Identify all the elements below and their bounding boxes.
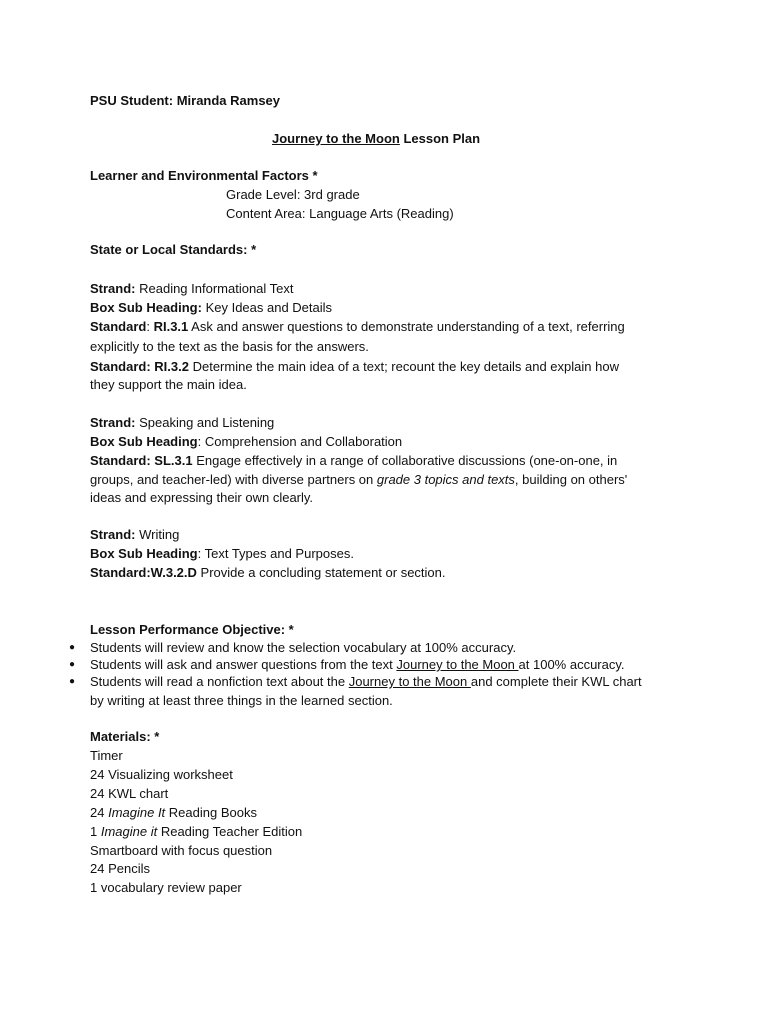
standard-ri31-text1: Ask and answer questions to demonstrate understanding of a text, referring <box>188 319 625 334</box>
material-item-timer: Timer <box>90 748 123 763</box>
objective-2-post: at 100% accuracy. <box>518 657 625 672</box>
content-area: Content Area: Language Arts (Reading) <box>226 206 454 221</box>
title-suffix: Lesson Plan <box>399 131 481 146</box>
material-te-italic: Imagine it <box>100 824 158 839</box>
bullet-dot: ● <box>69 676 76 687</box>
student-label: PSU Student: <box>90 93 174 108</box>
page-title <box>272 131 480 147</box>
objective-heading: Lesson Performance Objective: * <box>90 622 294 637</box>
material-books-italic: Imagine It <box>108 805 166 820</box>
objective-item-3 <box>90 674 642 690</box>
standard-ri31-line1 <box>90 319 625 335</box>
material-te-pre: 1 <box>90 824 101 839</box>
strand3-line <box>90 527 179 543</box>
objective-3-pre: Students will read a nonfiction text about the <box>90 674 349 689</box>
material-item-books <box>90 805 257 821</box>
strand2-box-line <box>90 434 402 450</box>
strand2-label: Strand: <box>90 415 136 430</box>
material-te-post: Reading Teacher Edition <box>157 824 303 839</box>
standard-ri31-code: RI.3.1 <box>153 319 189 334</box>
standard-sl31-line2 <box>90 472 627 488</box>
standard-ri32-code: RI.3.2 <box>154 359 189 374</box>
standard-w32d-label: Standard:W.3.2.D <box>90 565 197 580</box>
standard-sl31-code: SL.3.1 <box>154 453 193 468</box>
standard-ri32-line1 <box>90 359 619 375</box>
material-item-vocab-paper: 1 vocabulary review paper <box>90 880 242 895</box>
learner-heading: Learner and Environmental Factors * <box>90 168 318 183</box>
strand3-box-value: : Text Types and Purposes. <box>197 546 354 561</box>
strand3-value: Writing <box>135 527 180 542</box>
standards-heading: State or Local Standards: * <box>90 242 257 257</box>
material-books-post: Reading Books <box>165 805 257 820</box>
journey-link[interactable]: Journey to the Moon <box>396 657 519 672</box>
strand1-box-value: Key Ideas and Details <box>201 300 333 315</box>
strand1-line <box>90 281 294 297</box>
standard-ri31-label: Standard <box>90 319 147 334</box>
strand2-box-value: : Comprehension and Collaboration <box>197 434 403 449</box>
title-book-name: Journey to the Moon <box>272 131 400 146</box>
material-item-teacher-edition <box>90 824 302 840</box>
strand1-value: Reading Informational Text <box>135 281 294 296</box>
standard-sl31-label: Standard: <box>90 453 155 468</box>
standard-sl31-text2b: , building on others' <box>514 472 628 487</box>
student-line <box>90 93 280 109</box>
journey-link[interactable]: Journey to the Moon <box>348 674 471 689</box>
standard-sl31-text2-italic: grade 3 topics and texts <box>376 472 515 487</box>
material-item-smartboard: Smartboard with focus question <box>90 843 273 858</box>
objective-item-1: Students will review and know the selection vocabulary at 100% accuracy. <box>90 640 517 655</box>
bullet-dot: ● <box>69 642 76 653</box>
strand3-box-line <box>90 546 354 562</box>
material-item-worksheet: 24 Visualizing worksheet <box>90 767 233 782</box>
strand2-line <box>90 415 274 431</box>
standard-ri32-line2: they support the main idea. <box>90 377 247 392</box>
standard-ri31-line2: explicitly to the text as the basis for the answers. <box>90 339 369 354</box>
material-item-kwl: 24 KWL chart <box>90 786 169 801</box>
material-item-pencils: 24 Pencils <box>90 861 150 876</box>
student-name: Miranda Ramsey <box>176 93 281 108</box>
strand2-box-label: Box Sub Heading <box>90 434 198 449</box>
materials-heading: Materials: * <box>90 729 160 744</box>
strand1-label: Strand: <box>90 281 136 296</box>
bullet-dot: ● <box>69 659 76 670</box>
standard-sl31-line1 <box>90 453 617 469</box>
standard-w32d-text: Provide a concluding statement or section. <box>196 565 446 580</box>
strand1-box-label: Box Sub Heading: <box>90 300 202 315</box>
standard-ri32-label: Standard: <box>90 359 155 374</box>
strand3-box-label: Box Sub Heading <box>90 546 198 561</box>
standard-sl31-text2a: groups, and teacher-led) with diverse partners on <box>90 472 377 487</box>
standard-sl31-text1: Engage effectively in a range of collaborative discussions (one-on-one, in <box>192 453 618 468</box>
material-books-pre: 24 <box>90 805 109 820</box>
strand1-box-line <box>90 300 332 316</box>
standard-ri32-text1: Determine the main idea of a text; recount the key details and explain how <box>188 359 619 374</box>
strand3-label: Strand: <box>90 527 136 542</box>
standard-sl31-line3: ideas and expressing their own clearly. <box>90 490 314 505</box>
objective-item-3-line2: by writing at least three things in the learned section. <box>90 693 393 708</box>
objective-2-pre: Students will ask and answer questions from the text <box>90 657 397 672</box>
objective-3-post: and complete their KWL chart <box>470 674 642 689</box>
strand2-value: Speaking and Listening <box>135 415 275 430</box>
objective-item-2 <box>90 657 625 673</box>
standard-w32d-line <box>90 565 446 581</box>
grade-level: Grade Level: 3rd grade <box>226 187 360 202</box>
standard-ri31-sep: : <box>146 319 154 334</box>
